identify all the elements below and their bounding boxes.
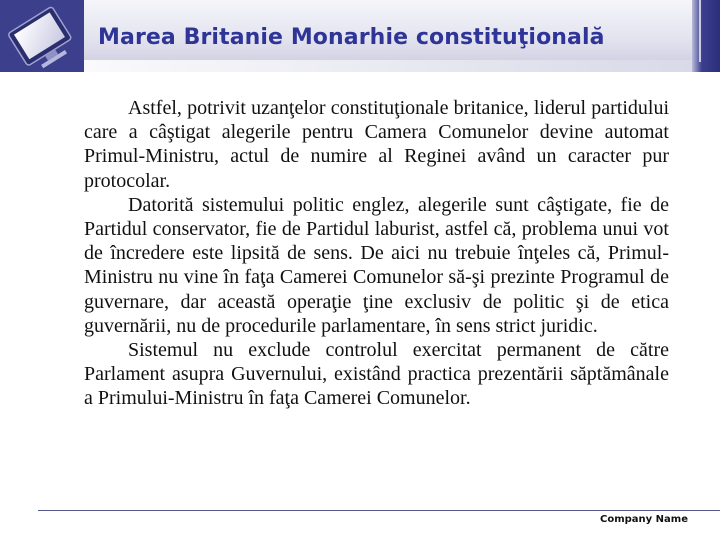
header-right-line xyxy=(699,0,701,62)
header-right-accent xyxy=(692,0,720,72)
body-text xyxy=(84,96,669,411)
monitor-icon xyxy=(0,0,84,72)
paragraph-2: Datorită sistemului politic englez, alegerile sunt câştigate, fie de Partidul conservator, fie de Partidul laburist, astfel că, problema unui vot de încredere este lipsită de sens. De aici nu trebuie înţeles că, Primul-Ministru nu vine în faţa Camerei Comunelor să-şi prezinte Programul de guvernare, dar această operaţie ţine exclusiv de politic şi de etica guvernării, nu de procedurile parlamentare, în sens strict juridic. xyxy=(84,193,669,337)
page-title: Marea Britanie Monarhie constituţională xyxy=(98,25,605,50)
paragraph-3: Sistemul nu exclude controlul exercitat permanent de către Parlament asupra Guvernului, existând practica prezentării săptămânale a Primului-Ministru în faţa Camerei Comunelor. xyxy=(84,339,669,410)
slide-header xyxy=(0,0,720,72)
header-underline xyxy=(84,60,692,72)
logo-block xyxy=(0,0,84,72)
company-name: Company Name xyxy=(600,514,688,525)
footer-divider xyxy=(38,510,720,511)
paragraph-1: Astfel, potrivit uzanţelor constituţionale britanice, liderul partidului care a câştigat alegerile pentru Camera Comunelor devine automat Primul-Ministru, actul de numire al Reginei având un caracter pur protocolar. xyxy=(84,97,669,192)
